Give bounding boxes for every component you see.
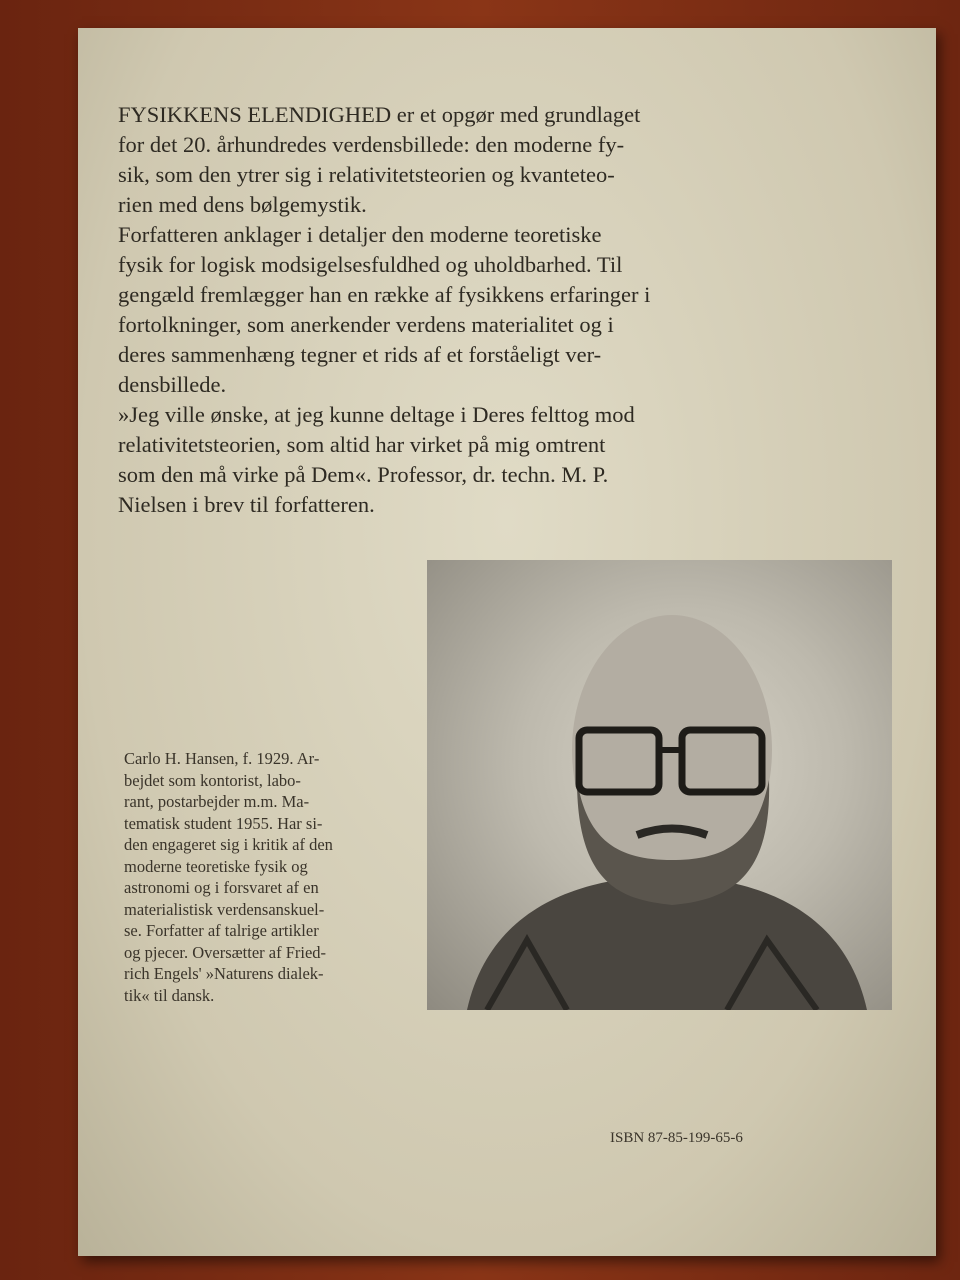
bio-line: tematisk student 1955. Har si- xyxy=(124,813,323,833)
blurb-line: Nielsen i brev til forfatteren. xyxy=(118,492,375,517)
bio-line: Carlo H. Hansen, f. 1929. Ar- xyxy=(124,749,320,768)
blurb-line: »Jeg ville ønske, at jeg kunne deltage i Deres felttog mod xyxy=(118,402,635,427)
blurb-line: gengæld fremlægger han en række af fysikkens erfaringer i xyxy=(118,282,651,307)
bio-line: astronomi og i forsvaret af en xyxy=(124,878,319,897)
bio-line: bejdet som kontorist, labo- xyxy=(124,770,301,790)
bio-line: se. Forfatter af talrige artikler xyxy=(124,921,319,940)
bio-line: materialistisk verdensanskuel- xyxy=(124,899,325,919)
blurb-line: deres sammenhæng tegner et rids af et forståeligt ver- xyxy=(118,342,602,367)
blurb-line: fortolkninger, som anerkender verdens materialitet og i xyxy=(118,312,614,337)
bio-line: og pjecer. Oversætter af Fried- xyxy=(124,942,327,962)
isbn-number: ISBN 87-85-199-65-6 xyxy=(610,1130,743,1146)
bio-line: rant, postarbejder m.m. Ma- xyxy=(124,792,310,811)
blurb-line: densbillede. xyxy=(118,372,227,397)
blurb-text xyxy=(118,100,858,520)
blurb-line: Forfatteren anklager i detaljer den moderne teoretiske xyxy=(118,222,602,247)
blurb-line: for det 20. århundredes verdensbillede: den moderne fy- xyxy=(118,132,625,157)
author-bio xyxy=(124,748,414,1006)
author-portrait-illustration xyxy=(427,560,892,1010)
blurb-line: rien med dens bølgemystik. xyxy=(118,192,367,217)
bio-line: moderne teoretiske fysik og xyxy=(124,856,308,876)
blurb-line: FYSIKKENS ELENDIGHED er et opgør med grundlaget xyxy=(118,102,641,127)
bio-line: rich Engels' »Naturens dialek- xyxy=(124,964,324,983)
blurb-line: relativitetsteorien, som altid har virket på mig omtrent xyxy=(118,432,606,457)
bio-line: tik« til dansk. xyxy=(124,985,215,1005)
blurb-line: sik, som den ytrer sig i relativitetsteorien og kvanteteo- xyxy=(118,162,615,187)
author-photo xyxy=(427,560,892,1010)
blurb-line: som den må virke på Dem«. Professor, dr. techn. M. P. xyxy=(118,462,609,487)
blurb-line: fysik for logisk modsigelsesfuldhed og uholdbarhed. Til xyxy=(118,252,623,277)
bio-line: den engageret sig i kritik af den xyxy=(124,835,333,854)
